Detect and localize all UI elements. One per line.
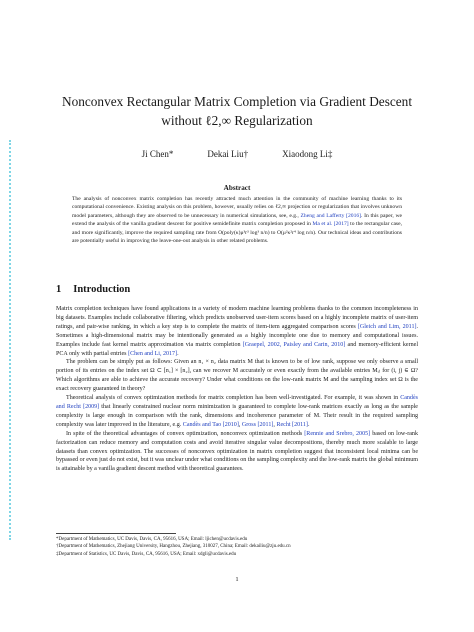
- citation-link[interactable]: [Rennie and Srebro, 2005]: [304, 430, 371, 437]
- author-list: [56, 149, 418, 159]
- footnote: *Department of Mathematics, UC Davis, Davis, CA, 95616, USA; Email: ljichen@ucdavis.edu: [56, 537, 248, 542]
- text-run: The problem can be simply put as follows: Given an n₁ × n₂ data matrix M that is known to be of low rank, suppose we only observe a small portion of its entries on the index set Ω ⊂ [n₁] × [n₂], can we recover M accurately or even exactly from the available entries Mᵢⱼ for (i, j) ∈ Ω? Which algorithms are able to achieve the accurate recovery? Under what conditions on the low-rank matrix M and the sampling index set Ω is the exact recovery guaranteed in theory?: [56, 359, 418, 393]
- text-run: and memory-efficient kernel PCA only with partial entries: [56, 341, 419, 357]
- text-run: Matrix completion techniques have found applications in a variety of modern machine learning problems thanks to the common incompleteness in big datasets. Examples include collaborative filtering, which predicts unobserved user-item scores based on a highly incomplete matrix of user-item ratings, and pair-wise ranking, in which a key step is to complete the matrix of item-item aggregated comparison scores: [56, 306, 418, 330]
- footnotes: [56, 536, 418, 558]
- abstract-heading: Abstract: [223, 184, 251, 192]
- text-run: In spite of the theoretical advantages of convex optimization, nonconvex optimization methods: [66, 430, 305, 437]
- footnote-rule: [56, 533, 176, 534]
- margin-line-numbers-rule: [9, 140, 15, 540]
- page-number: 1: [235, 576, 239, 583]
- section-number: 1: [56, 284, 62, 295]
- citation-link[interactable]: Candès and Recht [2009]: [56, 395, 418, 410]
- text-run: ,: [238, 421, 242, 428]
- text-run: .: [307, 421, 310, 428]
- text-run: to the rectangular case, and more significantly, improve the required sampling rate from O(poly(κ)μ³r³ log³ n/n) to O(μ²κ²r⁴ log n/n). Our technical ideas and contributions are potentially useful in improving the leave-one-out analysis in other related problems.: [72, 221, 402, 245]
- citation-link[interactable]: [Graepel, 2002, Paisley and Carin, 2010]: [242, 341, 346, 348]
- citation-link[interactable]: Gross [2011]: [241, 421, 274, 428]
- text-run: . Sometimes a high-dimensional matrix may be intentionally generated as a highly incomplete one due to memory and computational issues. Examples include fast kernel matrix approximation via matrix completion: [56, 323, 418, 348]
- text-run: Theoretical analysis of convex optimization methods for matrix completion has been well-investigated. For example, it was shown in: [66, 395, 401, 402]
- title-line-2: without ℓ2,∞ Regularization: [161, 113, 313, 128]
- title-line-1: Nonconvex Rectangular Matrix Completion via Gradient Descent: [61, 94, 413, 109]
- author-name: Dekai Liu†: [207, 149, 249, 159]
- text-run: The analysis of nonconvex matrix completion has recently attracted much attention in the community of machine learning thanks to its computational convenience. Existing analysis on this problem, however, usually relies on ℓ2,∞ projection or regularization that involves unknown model parameters, although they are observed to be unnecessary in numerical simulations, see, e.g.,: [72, 196, 402, 219]
- section-title: Introduction: [73, 284, 131, 295]
- paper-title: [56, 92, 418, 130]
- citation-link[interactable]: Recht [2011]: [276, 421, 308, 428]
- section-heading: [56, 284, 418, 295]
- abstract-text: [72, 195, 402, 246]
- paragraph: [56, 358, 418, 394]
- author-name: Ji Chen*: [141, 149, 174, 159]
- paragraph: [56, 394, 418, 430]
- citation-link[interactable]: [Chen and Li, 2017]: [128, 350, 178, 357]
- author-name: Xiaodong Li‡: [282, 149, 333, 159]
- body-text: [56, 305, 418, 474]
- text-run: ,: [273, 421, 277, 428]
- paragraph: [56, 305, 418, 358]
- text-run: that linearly constrained nuclear norm minimization is guaranteed to complete low-rank matrices exactly as long as the sample complexity is large enough in comparison with the rank, dimensions and incoherence parameter of M. Their result in the required sampling complexity was later improved in the literature, e.g.: [56, 403, 418, 428]
- footnote: ‡Department of Statistics, UC Davis, Davis, CA, 95616, USA; Email: xdgli@ucdavis.edu: [56, 551, 237, 557]
- paragraph: [56, 430, 418, 475]
- citation-link[interactable]: Zheng and Lafferty [2016]: [300, 212, 362, 219]
- text-run: . In this paper, we extend the analysis of the vanilla gradient descent for positive semidefinite matrix completion proposed in: [72, 212, 402, 228]
- citation-link[interactable]: [Gleich and Lim, 2011]: [357, 323, 417, 330]
- footnote: †Department of Mathematics, Zhejiang University, Hangzhou, Zhejiang, 310027, China; Email: dekailiu@zju.edu.cn: [56, 544, 291, 550]
- text-run: based on low-rank factorization can reduce memory and computation costs and avoid iterative singular value decompositions, thereby much more scalable to large datasets than convex optimization. The successes of nonconvex optimization in matrix completion suggest that inconsistent local minima can be bypassed or even just do not exist, but it was unclear under what conditions on the sampling complexity and the low-rank matrix the global minimum is attainable by a vanilla gradient descent method with theoretical guarantees.: [56, 430, 418, 473]
- text-run: .: [177, 350, 179, 357]
- citation-link[interactable]: Candès and Tao [2010]: [182, 421, 239, 428]
- citation-link[interactable]: Ma et al. [2017]: [312, 221, 349, 228]
